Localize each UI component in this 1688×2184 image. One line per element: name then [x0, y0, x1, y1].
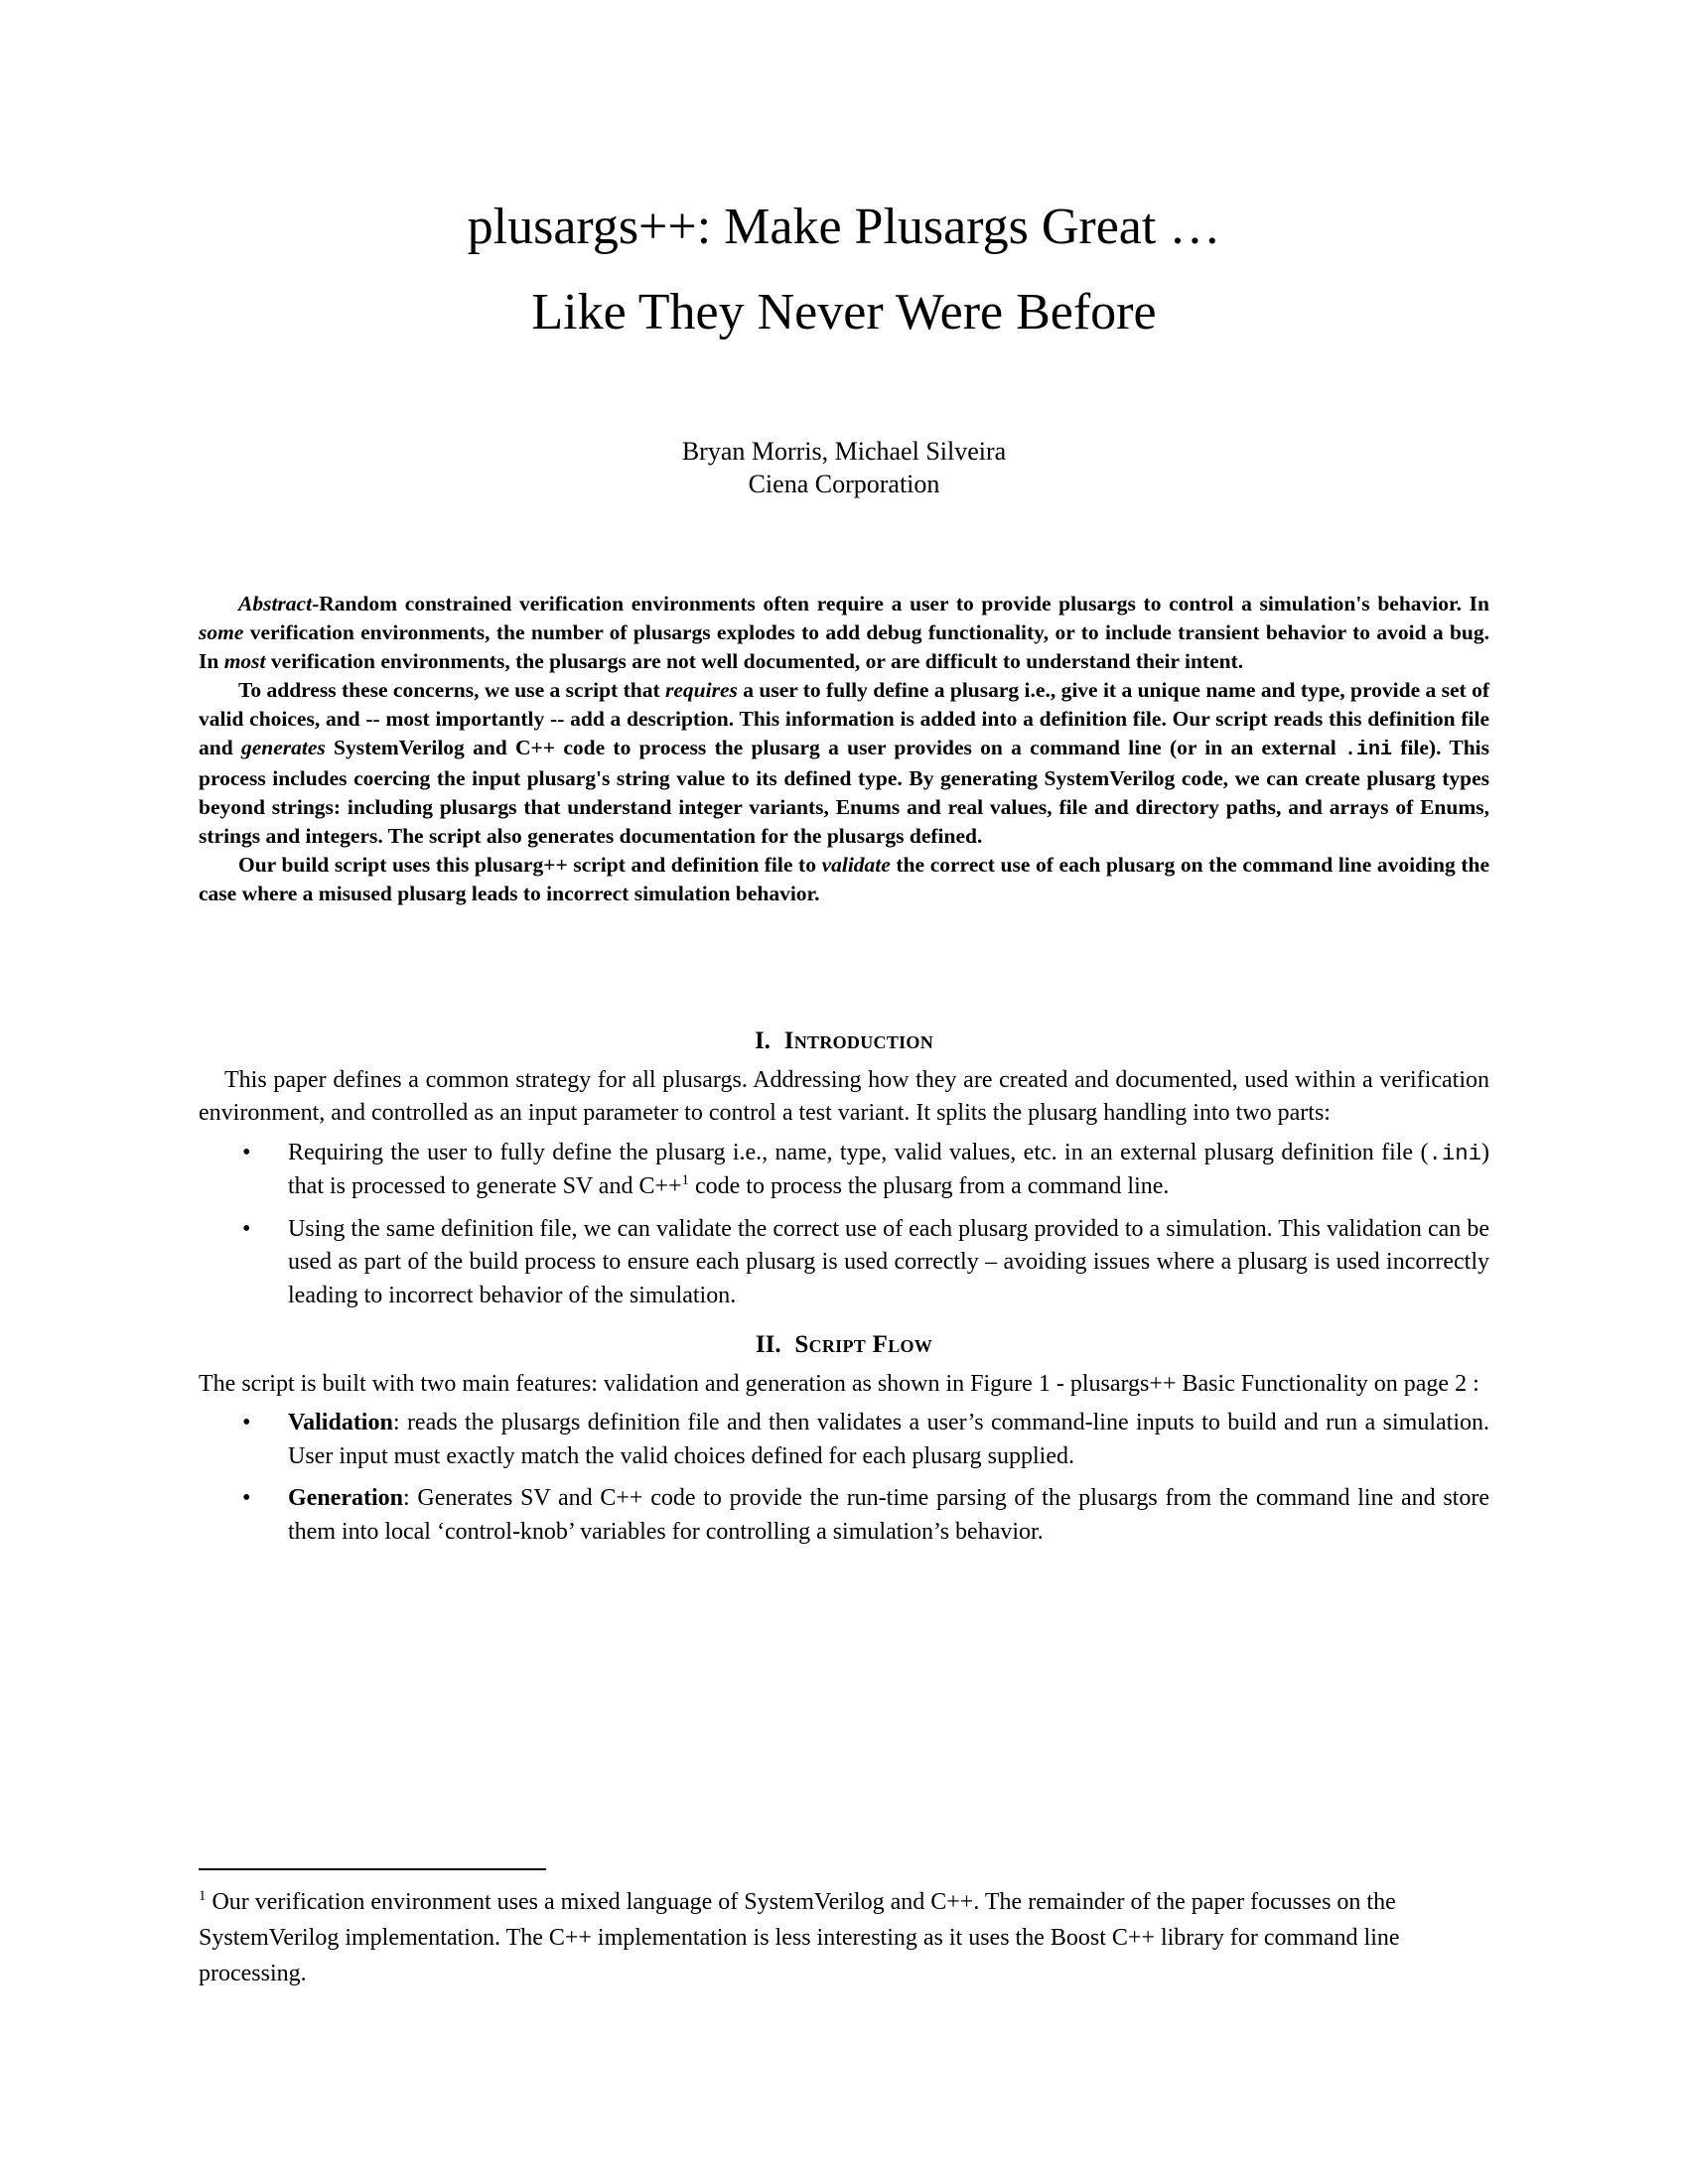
section-number: II.	[755, 1331, 781, 1358]
footnote-text: $^1$ Our verification environment uses a mixed language of SystemVerilog and C++. The remainder of the paper focusses on the SystemVerilog implementation. The C++ implementation is less interesting as it uses the Boost C++ library for command line processing.	[199, 1888, 1400, 1986]
list-item-text: Validation: reads the plusargs definition file and then validates a user’s command-line inputs to build and run a simulation. User input must exactly match the valid choices defined for each plusarg supplied.	[288, 1410, 1489, 1469]
section-title: Introduction	[783, 1027, 934, 1054]
section-heading-script-flow	[199, 1328, 1489, 1362]
section-heading-introduction	[199, 1024, 1489, 1058]
paper-title	[0, 185, 1688, 355]
list-item	[199, 1213, 1489, 1313]
list-item-text: Generation: Generates SV and C++ code to provide the run-time parsing of the plusargs from the command line and store them into local ‘control-knob’ variables for controlling a simulation’s behavior.	[288, 1485, 1489, 1545]
section-title: Script Flow	[794, 1331, 933, 1358]
list-item-text: Requiring the user to fully define the plusarg i.e., name, type, valid values, etc. in an external plusarg definition file (.ini) that is processed to generate SV and C++$^1$ code to process the plusarg from a command line.	[288, 1139, 1489, 1199]
paper-body	[199, 1024, 1489, 1558]
authors: Bryan Morris, Michael Silveira	[681, 437, 1007, 466]
paper-title-line1: plusargs++: Make Plusargs Great …	[467, 199, 1221, 255]
footnote	[199, 1868, 1489, 1991]
list-item	[199, 1482, 1489, 1549]
affiliation: Ciena Corporation	[748, 470, 940, 498]
abstract	[199, 590, 1489, 908]
script-flow-bullet-list	[199, 1407, 1489, 1549]
section-number: I.	[754, 1027, 771, 1054]
introduction-paragraph: This paper defines a common strategy for all plusargs. Addressing how they are created and documented, used within a verification environment, and controlled as an input parameter to control a test variant. It splits the plusarg handling into two parts:	[199, 1066, 1489, 1126]
abstract-paragraph: Our build script uses this plusarg++ script and definition file to validate the correct use of each plusarg on the command line avoiding the case where a misused plusarg leads to incorrect simulation behavior.	[199, 853, 1490, 905]
bullet-icon: •	[242, 1485, 251, 1511]
abstract-paragraph: Abstract-Random constrained verification environments often require a user to provide plusargs to control a simulation's behavior. In some verification environments, the number of plusargs explodes to add debug functionality, or to include transient behavior to avoid a bug. In most verification environments, the plusargs are not well documented, or are difficult to understand their intent.	[199, 592, 1489, 673]
bullet-icon: •	[242, 1215, 251, 1242]
list-item	[199, 1137, 1489, 1204]
list-item	[199, 1407, 1489, 1473]
paper-title-line2: Like They Never Were Before	[531, 284, 1157, 341]
introduction-bullet-list	[199, 1137, 1489, 1313]
author-block	[0, 435, 1688, 500]
bullet-icon: •	[242, 1139, 251, 1165]
abstract-paragraph: To address these concerns, we use a script that requires a user to fully define a plusarg i.e., give it a unique name and type, provide a set of valid choices, and -- most importantly -- add a description. This information is added into a definition file. Our script reads this definition file and generates SystemVerilog and C++ code to process the plusarg a user provides on a command line (or in an external .ini file). This process includes coercing the input plusarg's string value to its defined type. By generating SystemVerilog code, we can create plusarg types beyond strings: including plusargs that understand integer variants, Enums and real values, file and directory paths, and arrays of Enums, strings and integers. The script also generates documentation for the plusargs defined.	[199, 678, 1489, 848]
footnote-separator	[199, 1868, 546, 1870]
list-item-text: Using the same definition file, we can validate the correct use of each plusarg provided to a simulation. This validation can be used as part of the build process to ensure each plusarg is used correctly – avoiding issues where a plusarg is used incorrectly leading to incorrect behavior of the simulation.	[288, 1215, 1489, 1308]
script-flow-paragraph: The script is built with two main features: validation and generation as shown in Figure 1 - plusargs++ Basic Functionality on page 2 :	[199, 1370, 1479, 1397]
bullet-icon: •	[242, 1410, 251, 1435]
